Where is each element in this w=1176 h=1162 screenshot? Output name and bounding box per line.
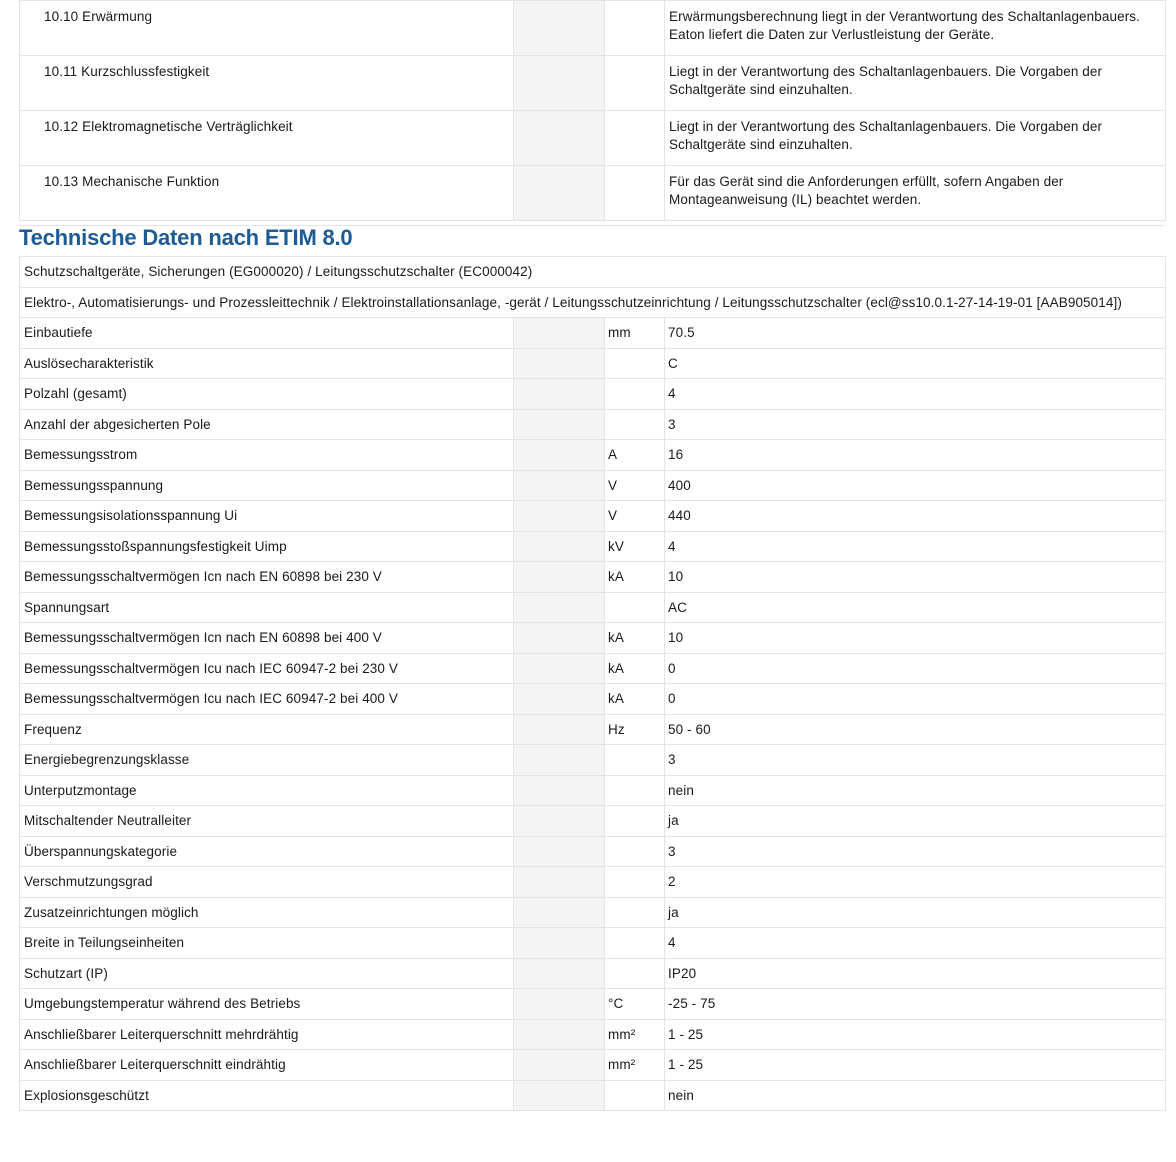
verification-name: 10.11 Kurzschlussfestigkeit — [20, 56, 514, 111]
empty-cell — [514, 379, 605, 410]
table-row — [20, 714, 1166, 745]
table-row — [20, 440, 1166, 471]
empty-cell — [514, 684, 605, 715]
feature-value: -25 - 75 — [665, 989, 1166, 1020]
feature-name: Bemessungsstoßspannungsfestigkeit Uimp — [20, 531, 514, 562]
table-row — [20, 56, 1166, 111]
feature-name: Anzahl der abgesicherten Pole — [20, 409, 514, 440]
feature-name: Bemessungsschaltvermögen Icn nach EN 60898 bei 400 V — [20, 623, 514, 654]
feature-unit — [605, 592, 665, 623]
feature-name: Bemessungsisolationsspannung Ui — [20, 501, 514, 532]
feature-value: 0 — [665, 653, 1166, 684]
empty-cell — [514, 623, 605, 654]
empty-cell — [514, 1050, 605, 1081]
feature-name: Frequenz — [20, 714, 514, 745]
feature-name: Mitschaltender Neutralleiter — [20, 806, 514, 837]
table-row — [20, 531, 1166, 562]
table-row — [20, 897, 1166, 928]
table-row — [20, 806, 1166, 837]
verification-name: 10.13 Mechanische Funktion — [20, 166, 514, 221]
feature-value: C — [665, 348, 1166, 379]
table-row — [20, 592, 1166, 623]
feature-value: 440 — [665, 501, 1166, 532]
table-row — [20, 470, 1166, 501]
feature-value: 10 — [665, 562, 1166, 593]
empty-cell — [514, 111, 605, 166]
empty-cell — [514, 1019, 605, 1050]
feature-value: 1 - 25 — [665, 1050, 1166, 1081]
empty-cell — [514, 897, 605, 928]
feature-value: 4 — [665, 531, 1166, 562]
classification-etim: Schutzschaltgeräte, Sicherungen (EG000020) / Leitungsschutzschalter (EC000042) — [20, 257, 1166, 288]
table-row — [20, 928, 1166, 959]
feature-unit: V — [605, 501, 665, 532]
empty-cell — [514, 531, 605, 562]
feature-value: 2 — [665, 867, 1166, 898]
feature-name: Schutzart (IP) — [20, 958, 514, 989]
verification-name: 10.10 Erwärmung — [20, 1, 514, 56]
table-row — [20, 348, 1166, 379]
empty-cell — [514, 166, 605, 221]
table-row — [20, 1019, 1166, 1050]
feature-value: nein — [665, 775, 1166, 806]
table-row — [20, 836, 1166, 867]
feature-unit: kA — [605, 623, 665, 654]
section-title: Technische Daten nach ETIM 8.0 — [19, 225, 353, 250]
feature-unit: kV — [605, 531, 665, 562]
feature-name: Explosionsgeschützt — [20, 1080, 514, 1111]
feature-unit: mm² — [605, 1019, 665, 1050]
feature-name: Unterputzmontage — [20, 775, 514, 806]
feature-name: Bemessungsstrom — [20, 440, 514, 471]
etim-data-table — [19, 256, 1166, 1111]
feature-value: 10 — [665, 623, 1166, 654]
feature-unit — [605, 897, 665, 928]
verification-text: Liegt in der Verantwortung des Schaltanlagenbauers. Die Vorgaben der Schaltgeräte sind einzuhalten. — [665, 56, 1166, 111]
empty-cell — [514, 318, 605, 349]
feature-unit — [605, 806, 665, 837]
table-row — [20, 684, 1166, 715]
etim-data-body — [20, 257, 1166, 1111]
feature-unit: mm — [605, 318, 665, 349]
feature-value: 1 - 25 — [665, 1019, 1166, 1050]
table-row — [20, 775, 1166, 806]
feature-unit — [605, 928, 665, 959]
feature-unit — [605, 1080, 665, 1111]
feature-value: IP20 — [665, 958, 1166, 989]
feature-unit — [605, 867, 665, 898]
feature-name: Energiebegrenzungsklasse — [20, 745, 514, 776]
feature-name: Verschmutzungsgrad — [20, 867, 514, 898]
feature-unit: A — [605, 440, 665, 471]
verification-text: Erwärmungsberechnung liegt in der Verantwortung des Schaltanlagenbauers. Eaton liefert die Daten zur Verlustleistung der Geräte. — [665, 1, 1166, 56]
table-row — [20, 318, 1166, 349]
feature-unit — [605, 745, 665, 776]
feature-value: 70.5 — [665, 318, 1166, 349]
verification-name: 10.12 Elektromagnetische Verträglichkeit — [20, 111, 514, 166]
empty-cell — [514, 958, 605, 989]
empty-cell — [514, 1, 605, 56]
empty-cell — [514, 775, 605, 806]
feature-name: Breite in Teilungseinheiten — [20, 928, 514, 959]
classification-eclass: Elektro-, Automatisierungs- und Prozessleittechnik / Elektroinstallationsanlage, -gerät / Leitungsschutzeinrichtung / Leitungsschutzschalter (ecl@ss10.0.1-27-14-19-01 [AAB905014]) — [20, 287, 1166, 318]
verification-text: Für das Gerät sind die Anforderungen erfüllt, sofern Angaben der Montageanweisung (IL) beachtet werden. — [665, 166, 1166, 221]
feature-unit: Hz — [605, 714, 665, 745]
empty-cell — [605, 166, 665, 221]
feature-unit — [605, 775, 665, 806]
table-row — [20, 958, 1166, 989]
empty-cell — [514, 409, 605, 440]
table-row — [20, 867, 1166, 898]
classification-row — [20, 257, 1166, 288]
empty-cell — [514, 562, 605, 593]
table-row — [20, 379, 1166, 410]
table-row — [20, 166, 1166, 221]
feature-unit: °C — [605, 989, 665, 1020]
empty-cell — [514, 745, 605, 776]
feature-unit: kA — [605, 562, 665, 593]
empty-cell — [605, 1, 665, 56]
feature-unit: kA — [605, 684, 665, 715]
classification-row — [20, 287, 1166, 318]
feature-value: 3 — [665, 745, 1166, 776]
table-row — [20, 623, 1166, 654]
feature-name: Einbautiefe — [20, 318, 514, 349]
feature-name: Polzahl (gesamt) — [20, 379, 514, 410]
feature-name: Bemessungsschaltvermögen Icu nach IEC 60947-2 bei 400 V — [20, 684, 514, 715]
empty-cell — [514, 867, 605, 898]
empty-cell — [605, 111, 665, 166]
feature-value: 3 — [665, 409, 1166, 440]
design-verification-table — [19, 0, 1166, 221]
feature-value: 50 - 60 — [665, 714, 1166, 745]
feature-value: ja — [665, 806, 1166, 837]
feature-value: AC — [665, 592, 1166, 623]
feature-name: Zusatzeinrichtungen möglich — [20, 897, 514, 928]
table-row — [20, 562, 1166, 593]
feature-value: 4 — [665, 379, 1166, 410]
empty-cell — [514, 714, 605, 745]
design-verification-body — [20, 1, 1166, 221]
verification-text: Liegt in der Verantwortung des Schaltanlagenbauers. Die Vorgaben der Schaltgeräte sind einzuhalten. — [665, 111, 1166, 166]
empty-cell — [514, 836, 605, 867]
feature-unit — [605, 836, 665, 867]
feature-name: Auslösecharakteristik — [20, 348, 514, 379]
empty-cell — [514, 989, 605, 1020]
feature-value: 400 — [665, 470, 1166, 501]
empty-cell — [514, 806, 605, 837]
empty-cell — [514, 653, 605, 684]
feature-value: nein — [665, 1080, 1166, 1111]
feature-unit: V — [605, 470, 665, 501]
feature-value: 16 — [665, 440, 1166, 471]
feature-value: 3 — [665, 836, 1166, 867]
feature-value: 0 — [665, 684, 1166, 715]
feature-name: Anschließbarer Leiterquerschnitt eindrähtig — [20, 1050, 514, 1081]
table-row — [20, 111, 1166, 166]
feature-unit: mm² — [605, 1050, 665, 1081]
feature-name: Anschließbarer Leiterquerschnitt mehrdrähtig — [20, 1019, 514, 1050]
feature-unit — [605, 348, 665, 379]
feature-name: Spannungsart — [20, 592, 514, 623]
feature-name: Überspannungskategorie — [20, 836, 514, 867]
empty-cell — [514, 592, 605, 623]
feature-unit — [605, 409, 665, 440]
table-row — [20, 1, 1166, 56]
table-row — [20, 1080, 1166, 1111]
feature-unit: kA — [605, 653, 665, 684]
empty-cell — [514, 1080, 605, 1111]
feature-name: Bemessungsschaltvermögen Icn nach EN 60898 bei 230 V — [20, 562, 514, 593]
feature-name: Bemessungsschaltvermögen Icu nach IEC 60947-2 bei 230 V — [20, 653, 514, 684]
table-row — [20, 1050, 1166, 1081]
feature-name: Bemessungsspannung — [20, 470, 514, 501]
empty-cell — [514, 348, 605, 379]
feature-name: Umgebungstemperatur während des Betriebs — [20, 989, 514, 1020]
feature-unit — [605, 379, 665, 410]
table-row — [20, 653, 1166, 684]
table-row — [20, 745, 1166, 776]
empty-cell — [514, 928, 605, 959]
table-row — [20, 409, 1166, 440]
empty-cell — [605, 56, 665, 111]
table-row — [20, 989, 1166, 1020]
feature-value: ja — [665, 897, 1166, 928]
feature-value: 4 — [665, 928, 1166, 959]
empty-cell — [514, 56, 605, 111]
table-row — [20, 501, 1166, 532]
empty-cell — [514, 501, 605, 532]
empty-cell — [514, 470, 605, 501]
empty-cell — [514, 440, 605, 471]
feature-unit — [605, 958, 665, 989]
